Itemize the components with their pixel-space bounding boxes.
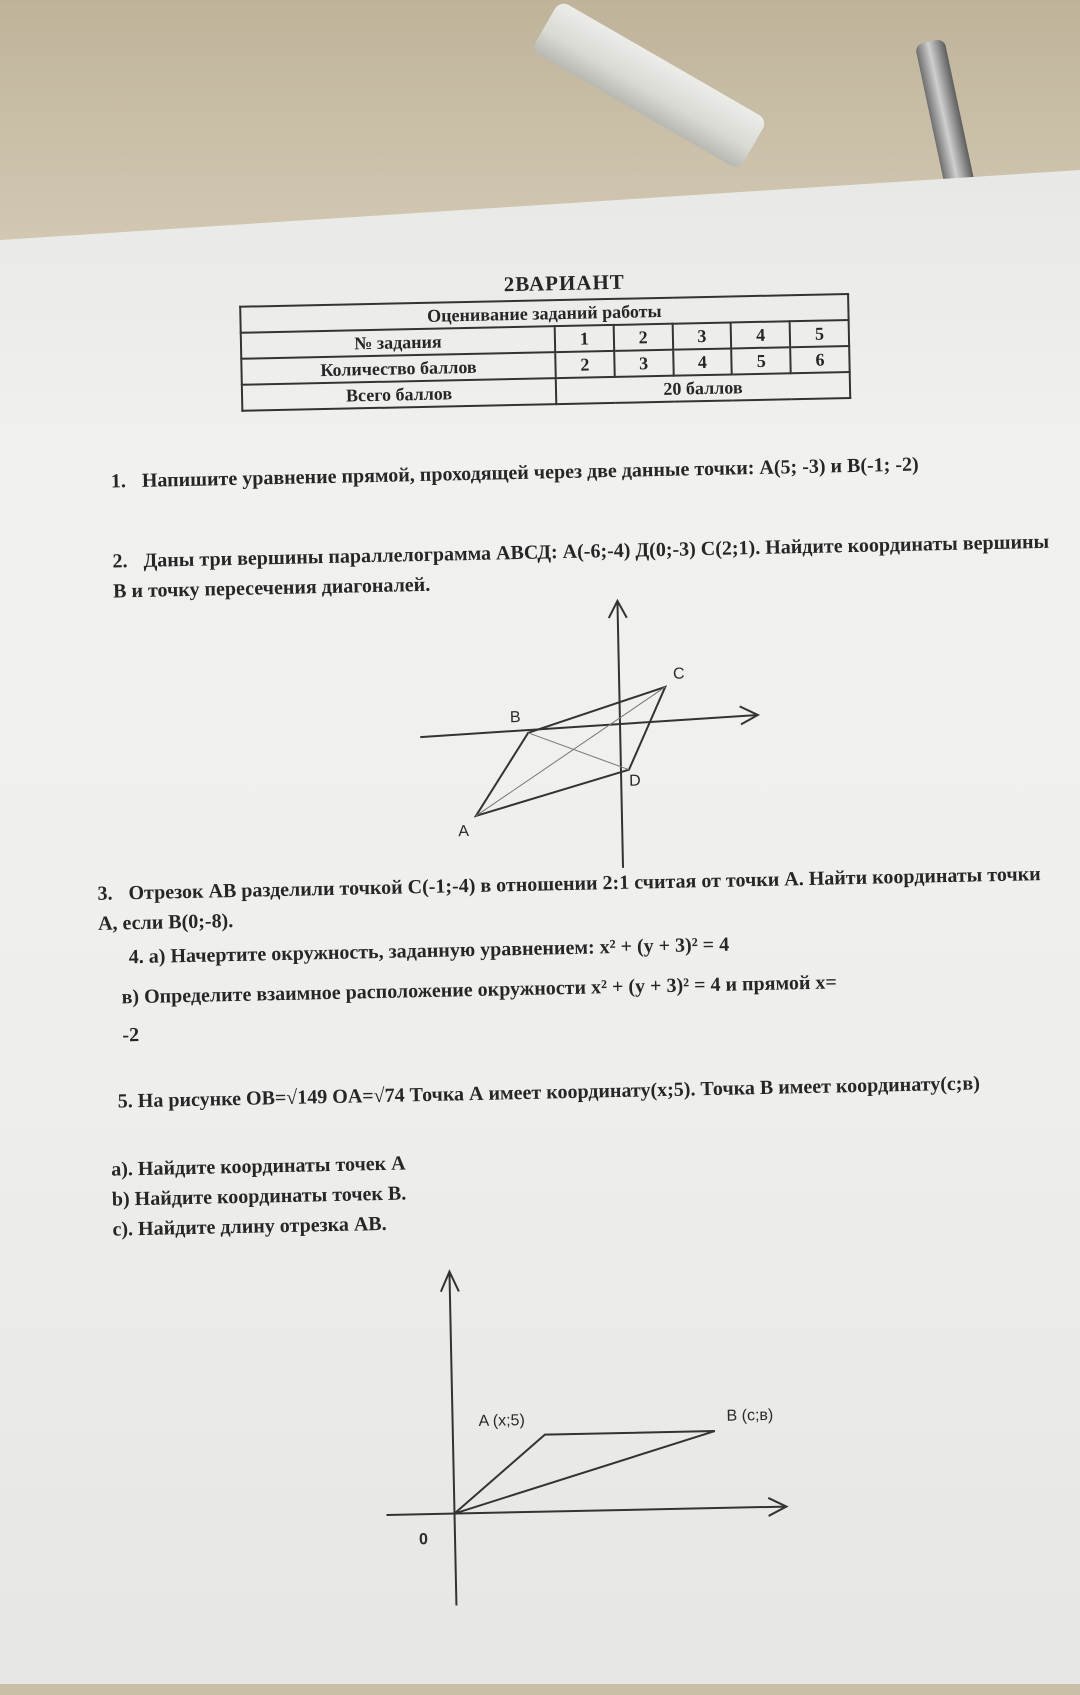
task-number-cell: 1 <box>555 325 614 352</box>
task-3-number: 3. <box>97 882 113 905</box>
points-cell: 5 <box>732 347 791 374</box>
task-2-text: Даны три вершины параллелограмма АВСД: А(-6;-4) Д(0;-3) С(2;1). Найдите координаты вершины В и точку пересечения диагоналей. <box>112 530 1050 603</box>
points-cell: 3 <box>614 350 673 377</box>
task-4b-continuation: -2 <box>122 1024 140 1047</box>
task-5: 5. На рисунке OB=√149 OA=√74 Точка А имеет координату(х;5). Точка В имеет координату(с;в) <box>117 1072 981 1113</box>
task-4b: в) Определите взаимное расположение окружности x² + (y + 3)² = 4 и прямой x= <box>121 971 837 1009</box>
total-label: Всего баллов <box>242 378 556 411</box>
task-5b: b) Найдите координаты точек В. <box>111 1182 407 1211</box>
figure2-x-axis <box>387 1507 787 1515</box>
points-label: Количество баллов <box>241 352 555 385</box>
task-3-text: Отрезок АВ разделили точкой С(-1;-4) в отношении 2:1 считая от точки А. Найти координаты точки А, если В(0;-8). <box>97 863 1041 935</box>
task-number-cell: 5 <box>790 320 849 347</box>
task-2-number: 2. <box>112 550 128 573</box>
figure2-label-origin: 0 <box>418 1531 429 1549</box>
triangle-oab <box>453 1431 717 1513</box>
figure1-label-d: D <box>629 772 641 790</box>
figure1-label-c: C <box>672 665 685 683</box>
task-number-cell: 3 <box>672 322 731 349</box>
table-title: Оценивание заданий работы <box>240 294 848 333</box>
task-5c: с). Найдите длину отрезка АВ. <box>112 1212 387 1241</box>
task-number-cell: 4 <box>731 321 790 348</box>
total-value: 20 баллов <box>556 372 850 404</box>
figure1-label-b: B <box>509 708 521 727</box>
variant-title: 2ВАРИАНТ <box>503 269 626 297</box>
task-number-cell: 2 <box>613 324 672 351</box>
task-1-text: Напишите уравнение прямой, проходящей через две данные точки: А(5; -3) и В(-1; -2) <box>141 453 919 492</box>
figure2-label-a: A (x;5) <box>478 1412 525 1430</box>
points-cell: 6 <box>790 346 849 373</box>
figure1-label-a: A <box>458 823 470 841</box>
points-cell: 2 <box>555 351 614 378</box>
figure2-label-b: B (c;в) <box>726 1406 774 1425</box>
task-5a: а). Найдите координаты точек А <box>111 1152 406 1181</box>
task-number-label: № задания <box>241 326 555 359</box>
figure2-y-axis <box>449 1274 456 1606</box>
task-4a: 4. а) Начертите окружность, заданную уравнением: x² + (y + 3)² = 4 <box>128 933 730 969</box>
task-1-number: 1. <box>110 470 127 493</box>
points-cell: 4 <box>673 348 732 375</box>
